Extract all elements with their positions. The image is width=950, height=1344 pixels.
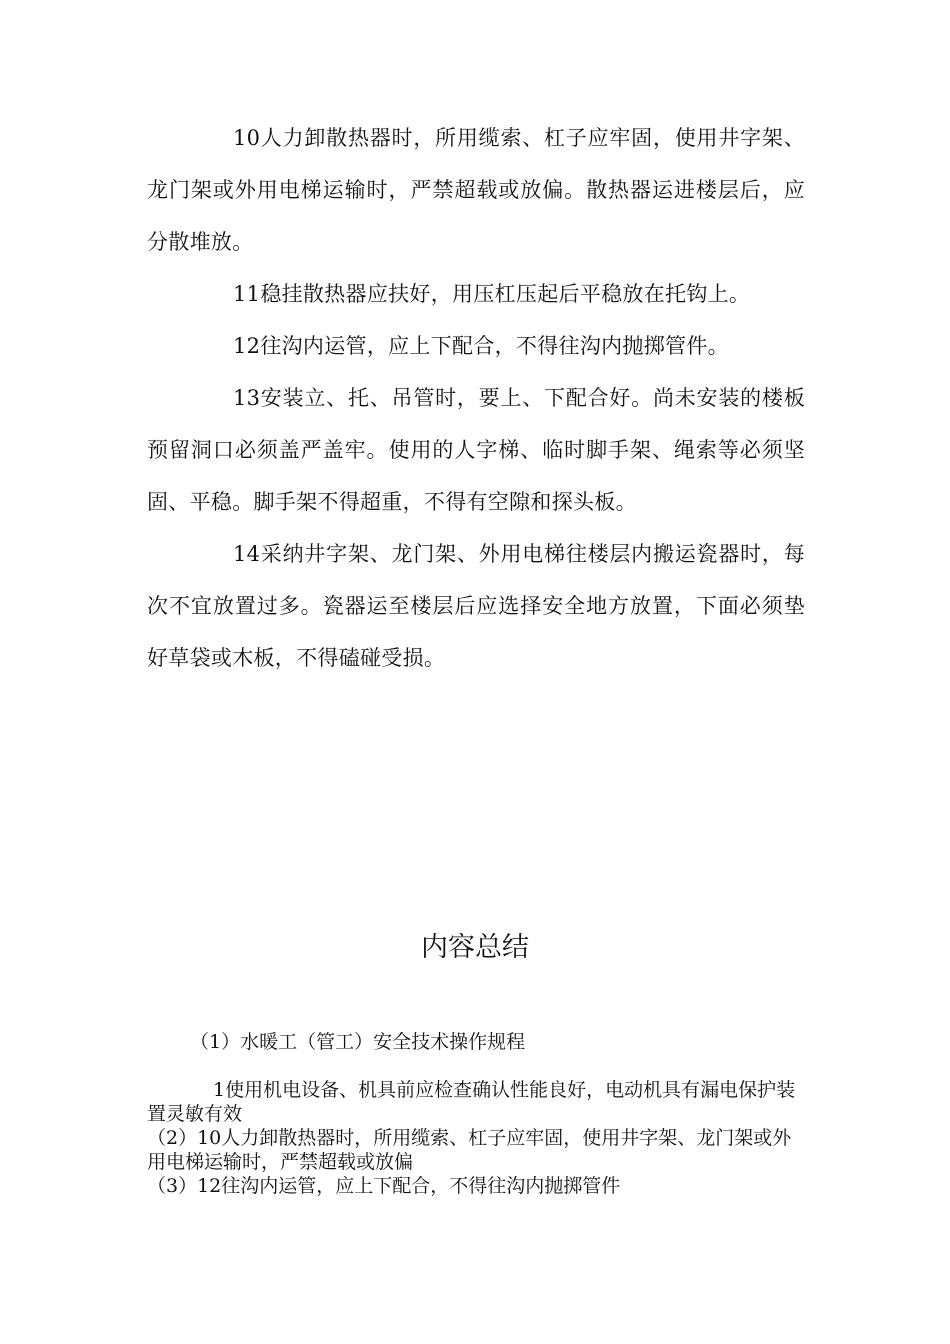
summary-item-4: （3）12往沟内运管，应上下配合，不得往沟内抛掷管件 — [147, 1175, 621, 1197]
paragraph-item-10: 10人力卸散热器时，所用缆索、杠子应牢固，使用井字架、龙门架或外用电梯运输时，严禁超载或放偏。散热器运进楼层后，应分散堆放。 — [147, 126, 805, 254]
summary-item-3: （2）10人力卸散热器时，所用缆索、杠子应牢固，使用井字架、龙门架或外用电梯运输时，严禁超载或放偏 — [147, 1127, 792, 1173]
paragraph-item-13: 13安装立、托、吊管时，要上、下配合好。尚未安装的楼板预留洞口必须盖严盖牢。使用的人字梯、临时脚手架、绳索等必须坚固、平稳。脚手架不得超重，不得有空隙和探头板。 — [147, 386, 805, 514]
paragraph-item-12: 12往沟内运管，应上下配合，不得往沟内抛掷管件。 — [233, 334, 729, 358]
paragraph-item-14: 14采纳井字架、龙门架、外用电梯往楼层内搬运瓷器时，每次不宜放置过多。瓷器运至楼层后应选择安全地方放置，下面必须垫好草袋或木板，不得磕碰受损。 — [147, 542, 805, 670]
summary-item-2: 1使用机电设备、机具前应检查确认性能良好，电动机具有漏电保护装置灵敏有效 — [147, 1079, 796, 1125]
paragraph-item-11: 11稳挂散热器应扶好，用压杠压起后平稳放在托钩上。 — [233, 282, 751, 306]
summary-title: 内容总结 — [421, 932, 529, 963]
summary-item-1: （1）水暖工（管工）安全技术操作规程 — [190, 1031, 526, 1053]
